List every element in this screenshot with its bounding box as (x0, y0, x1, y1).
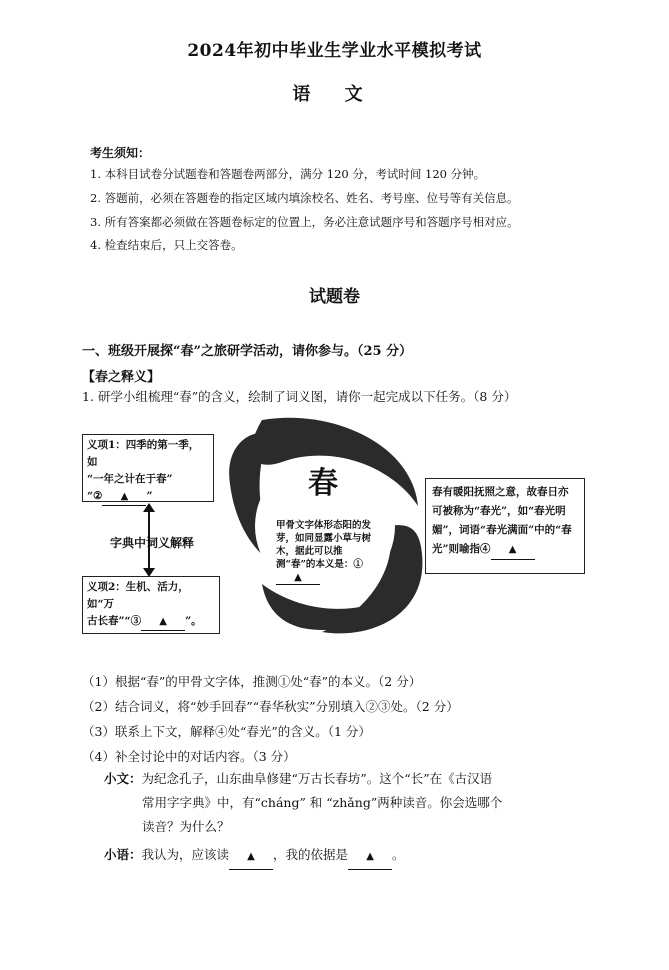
answer-blank: ▲ (276, 571, 320, 585)
answer-blank: ▲ (348, 845, 392, 870)
box1-line: 义项1：四季的第一季，如 (87, 439, 200, 468)
answer-blank: ▲ (102, 488, 146, 506)
paper-title: 试题卷 (309, 287, 360, 307)
notice-item: 4. 检查结束后，只上交答卷。 (90, 238, 243, 252)
notice-item: 1. 本科目试卷分试题卷和答题卷两部分，满分 120 分，考试时间 120 分钟。 (90, 167, 486, 181)
dialog-xiaowen: 小文：为纪念孔子，山东曲阜修建“万古长春坊”。这个“长”在《古汉语 常用字字典》中，有“cháng” 和 “zhǎng”两种读音。你会选哪个 读音？为什么？ (104, 771, 503, 834)
sub-question: （1）根据“春”的甲骨文字体，推测①处“春”的本义。（2 分） (82, 674, 422, 689)
answer-blank: ▲ (229, 845, 273, 870)
answer-blank: ▲ (141, 613, 185, 631)
box2-line: 义项2：生机、活力，如“万 (87, 581, 189, 610)
notice-item: 3. 所有答案都必须做在答题卷标定的位置上，务必注意试题序号和答题序号相对应。 (90, 215, 519, 229)
spring-character: 春 (308, 466, 338, 501)
exam-title: 2024年初中毕业生学业水平模拟考试 (187, 41, 482, 61)
notice-item: 2. 答题前，必须在答题卷的指定区域内填涂校名、姓名、考号座、位号等有关信息。 (90, 191, 519, 205)
definition-box-1 (82, 434, 214, 502)
subject-title: 语 文 (292, 84, 377, 105)
sub-question: （4）补全讨论中的对话内容。（3 分） (82, 749, 296, 764)
speaker-label: 小语： (104, 847, 142, 862)
speaker-label: 小文： (104, 771, 142, 786)
oracle-bone-note: 甲骨文字体形态阳的发芽，如同显露小草与树木，据此可以推测“春”的本义是：①▲ (276, 520, 372, 583)
question-1: 1. 研学小组梳理“春”的含义，绘制了词义图，请你一起完成以下任务。（8 分） (82, 389, 517, 404)
dialog-xiaoyu: 小语：我认为，应该读 ▲ ，我的依据是 ▲ 。 (104, 843, 405, 870)
notice-heading: 考生须知： (90, 146, 151, 160)
spring-light-box: 春有暖阳抚照之意，故春日亦可被称为“春光”，如“春光明媚”，词语“春光满面”中的“春光”则喻指④ ▲ (425, 478, 585, 574)
definition-box-2 (82, 576, 220, 634)
box1-line: “一年之计在于春” (87, 473, 173, 485)
section-heading: 一、班级开展探“春”之旅研学活动，请你参与。（25 分） (82, 344, 413, 359)
answer-blank: ▲ (491, 540, 535, 560)
section-subheading: 【春之释义】 (82, 370, 161, 385)
dictionary-label: 字典中词义解释 (110, 536, 195, 550)
sub-question: （2）结合词义，将“妙手回春”“春华秋实”分别填入②③处。（2 分） (82, 699, 459, 714)
sub-question: （3）联系上下文，解释④处“春光”的含义。（1 分） (82, 724, 371, 739)
box1-line: “② ▲ ” (87, 488, 209, 506)
box2-line: 古长春”“③ ▲ ”。 (87, 613, 215, 631)
